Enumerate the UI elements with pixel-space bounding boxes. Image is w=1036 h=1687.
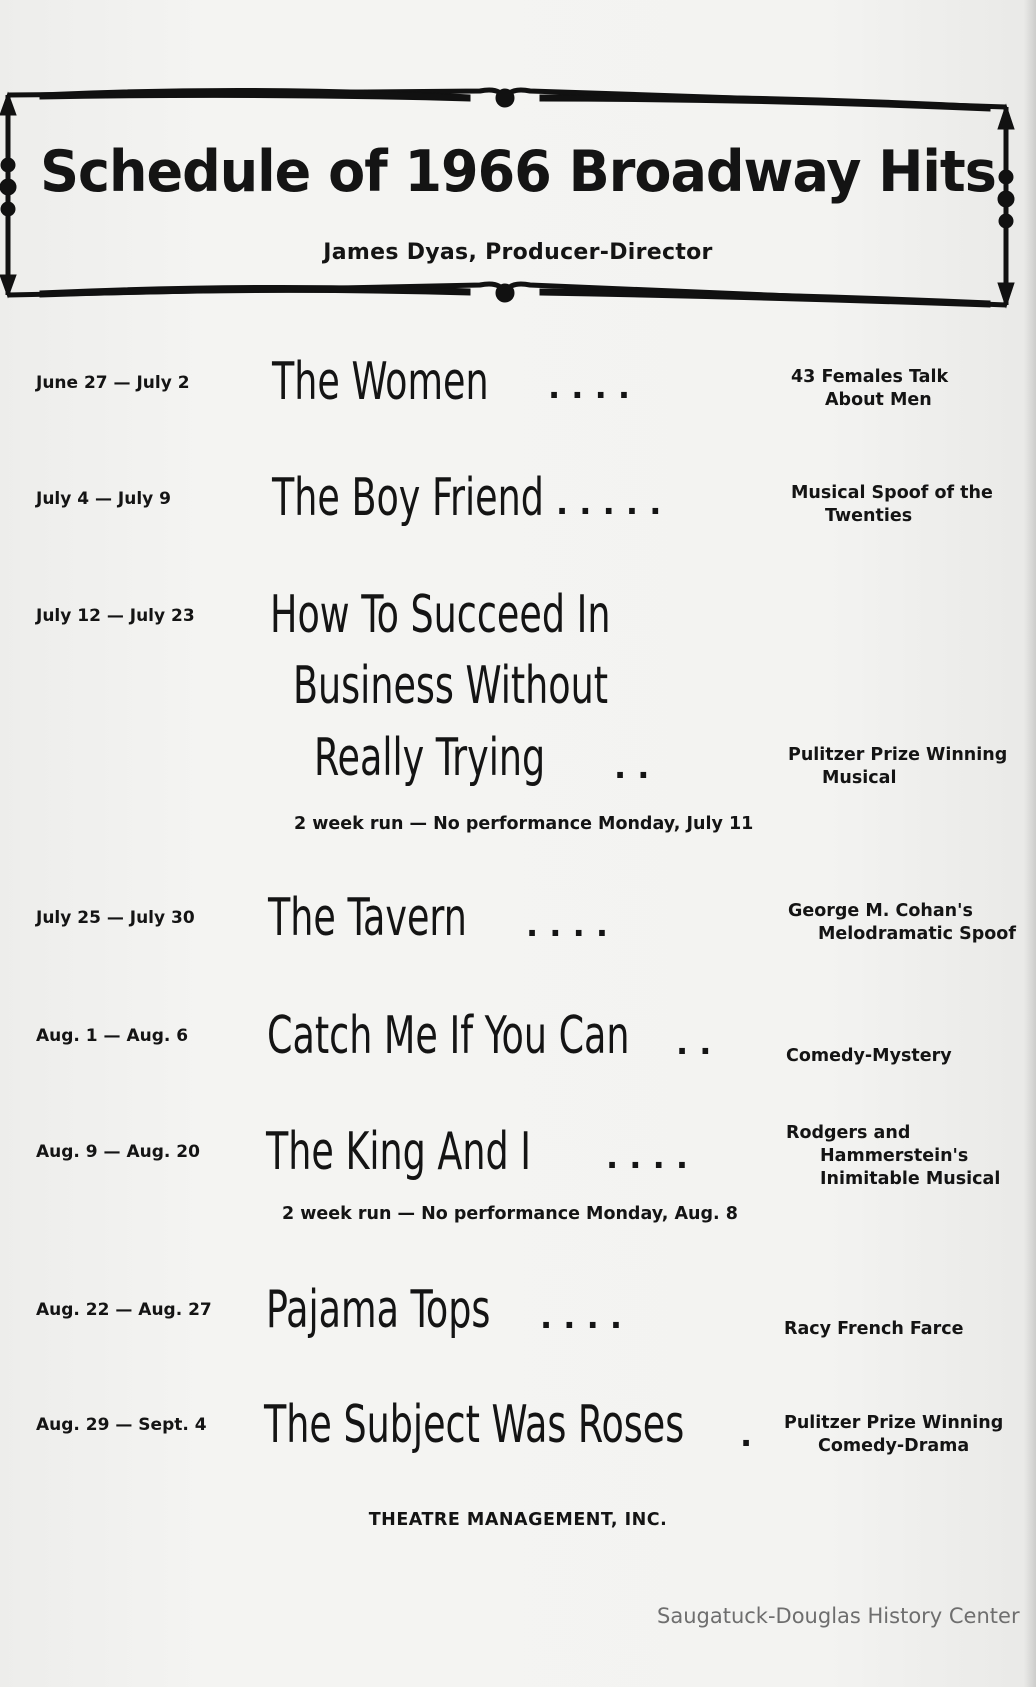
run-note: 2 week run — No performance Monday, Aug. 8 <box>282 1204 738 1224</box>
show-dates: June 27 — July 2 <box>36 373 190 393</box>
show-description: Rodgers and Hammerstein's Inimitable Musical <box>786 1123 1001 1189</box>
show-description: Comedy-Mystery <box>786 1046 952 1066</box>
leader-dots: . . . . <box>548 368 631 406</box>
show-dates: July 4 — July 9 <box>36 489 172 509</box>
footer-credit: THEATRE MANAGEMENT, INC. <box>368 1510 668 1530</box>
show-description: George M. Cohan's Melodramatic Spoof <box>788 901 1016 944</box>
show-description: Musical Spoof of the Twenties <box>791 483 993 526</box>
leader-dots: . . . . <box>526 906 609 944</box>
leader-dots: . <box>740 1416 753 1454</box>
show-title: The Subject Was Roses <box>264 1395 685 1455</box>
show-dates: Aug. 29 — Sept. 4 <box>36 1415 207 1435</box>
show-dates: Aug. 1 — Aug. 6 <box>36 1026 189 1046</box>
leader-dots: . . . . <box>540 1298 623 1336</box>
run-note: 2 week run — No performance Monday, July 11 <box>294 814 754 834</box>
leader-dots: . . . . <box>606 1138 689 1176</box>
leader-dots: . . . . . <box>556 484 662 522</box>
leader-dots: . . <box>676 1024 712 1062</box>
show-title: The Tavern <box>268 888 467 948</box>
leader-dots: . . <box>614 748 650 786</box>
show-dates: July 12 — July 23 <box>36 606 195 626</box>
show-title: The King And I <box>266 1122 532 1182</box>
show-dates: July 25 — July 30 <box>36 908 195 928</box>
show-title-line-2: Business Without <box>293 656 609 716</box>
show-dates: Aug. 9 — Aug. 20 <box>36 1142 200 1162</box>
page-title: Schedule of 1966 Broadway Hits <box>40 138 996 205</box>
show-title: Catch Me If You Can <box>267 1006 630 1066</box>
show-title-line-1: How To Succeed In <box>270 585 611 645</box>
show-dates: Aug. 22 — Aug. 27 <box>36 1300 212 1320</box>
ornamental-frame <box>0 85 1036 325</box>
show-title-line-3: Really Trying <box>314 728 546 788</box>
show-description: Pulitzer Prize Winning Comedy-Drama <box>784 1413 1004 1456</box>
show-description: 43 Females Talk About Men <box>791 367 949 410</box>
show-title: The Boy Friend <box>272 468 544 528</box>
archive-watermark: Saugatuck-Douglas History Center <box>657 1604 1020 1628</box>
show-description: Pulitzer Prize Winning Musical <box>788 745 1008 788</box>
show-title: The Women <box>272 352 489 412</box>
producer-credit: James Dyas, Producer-Director <box>323 240 713 265</box>
show-title: Pajama Tops <box>266 1280 491 1340</box>
show-description: Racy French Farce <box>784 1319 964 1339</box>
